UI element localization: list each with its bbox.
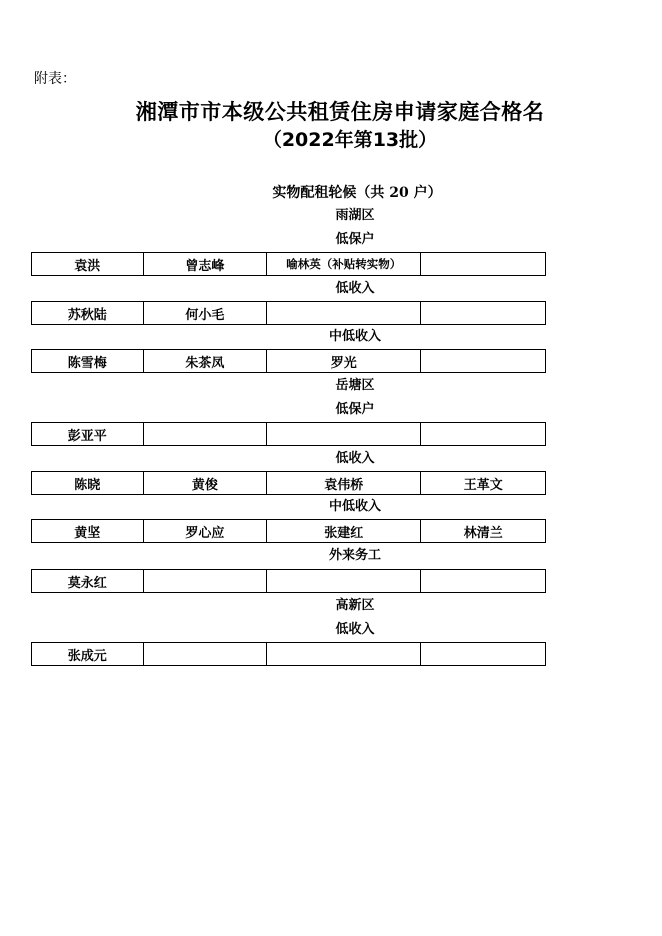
- category-label-yuetang-dishouru: 低收入: [335, 451, 375, 466]
- table-cell: 袁洪: [32, 253, 144, 275]
- category-label-yuhu-dibao: 低保户: [335, 232, 375, 247]
- table-cell: 张成元: [32, 643, 144, 665]
- category-label-gaoxin-dishouru: 低收入: [335, 622, 375, 637]
- table-cell: 袁伟桥: [267, 472, 421, 494]
- table-row-yuetang-wailai: [31, 569, 546, 593]
- allocation-subtitle: 实物配租轮候（共 20 户）: [272, 185, 442, 201]
- district-label-yuetang: 岳塘区: [335, 378, 375, 393]
- table-cell: 彭亚平: [32, 423, 144, 445]
- category-label-yuhu-dishouru: 低收入: [335, 281, 375, 296]
- table-row-yuetang-dibao: [31, 422, 546, 446]
- category-label-yuetang-dibao: 低保户: [335, 402, 375, 417]
- table-cell: [267, 570, 421, 592]
- table-row-yuhu-dibao: [31, 252, 546, 276]
- table-cell: 黄坚: [32, 520, 144, 542]
- table-cell: 王革文: [463, 477, 503, 493]
- table-cell: 张建红: [267, 520, 421, 542]
- table-cell: 陈晓: [32, 472, 144, 494]
- table-cell: [421, 643, 545, 665]
- table-cell: [421, 302, 545, 324]
- district-label-gaoxin: 高新区: [335, 598, 375, 613]
- table-cell: 罗心应: [144, 520, 268, 542]
- table-cell: [421, 423, 545, 445]
- table-cell: 朱茶凤: [144, 350, 268, 372]
- table-row-yuetang-zhongdi: [31, 519, 546, 543]
- table-row-gaoxin-dishouru: [31, 642, 546, 666]
- table-cell: 喻林英（补贴转实物）: [267, 253, 421, 275]
- table-cell: 莫永红: [32, 570, 144, 592]
- table-cell: 苏秋陆: [32, 302, 144, 324]
- table-cell: [144, 423, 268, 445]
- table-cell: [267, 423, 421, 445]
- district-label-yuhu: 雨湖区: [335, 208, 375, 223]
- table-row-yuetang-dishouru: [31, 471, 546, 495]
- table-cell: 曾志峰: [144, 253, 268, 275]
- table-cell: [144, 643, 268, 665]
- table-cell: [267, 302, 421, 324]
- table-cell: 陈雪梅: [32, 350, 144, 372]
- table-cell: 罗光: [267, 350, 421, 372]
- table-cell: [144, 570, 268, 592]
- document-batch-title: （2022年第13批）: [262, 129, 438, 151]
- table-cell: [421, 570, 545, 592]
- category-label-yuetang-wailai: 外来务工: [328, 548, 381, 563]
- category-label-yuhu-zhongdi: 中低收入: [328, 329, 381, 344]
- table-row-yuhu-dishouru: [31, 301, 546, 325]
- document-title: 湘潭市市本级公共租赁住房申请家庭合格名: [135, 100, 545, 124]
- category-label-yuetang-zhongdi: 中低收入: [328, 499, 381, 514]
- table-cell: 何小毛: [144, 302, 268, 324]
- table-row-yuhu-zhongdi: [31, 349, 546, 373]
- table-cell: [421, 253, 545, 275]
- table-cell: 林清兰: [463, 525, 503, 541]
- table-cell: [421, 350, 545, 372]
- table-cell: [267, 643, 421, 665]
- attachment-label: 附表：: [34, 71, 76, 87]
- table-cell: 黄俊: [144, 472, 268, 494]
